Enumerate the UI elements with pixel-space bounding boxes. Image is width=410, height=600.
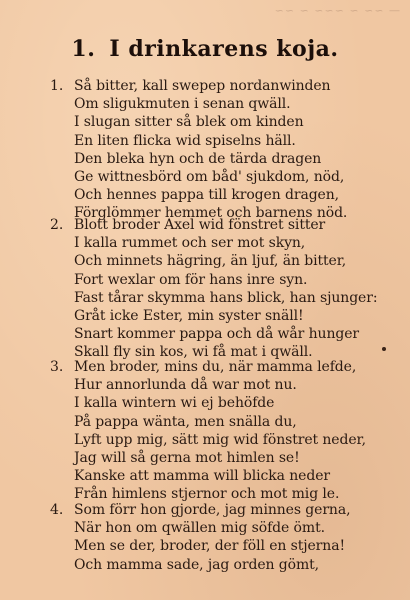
song-title	[0, 36, 410, 62]
stanza-number: 1.	[50, 78, 64, 94]
verse-line: På pappa wänta, men snälla du,	[74, 413, 297, 430]
verse-line: Men broder, mins du, när mamma lefde,	[74, 359, 357, 375]
verse-line: Kanske att mamma will blicka neder	[74, 468, 330, 485]
verse-line: Fort wexlar om för hans inre syn.	[74, 271, 308, 288]
stanza-lines	[74, 358, 404, 504]
verse-line: Men se der, broder, der föll en stjerna!	[74, 538, 345, 555]
verse-line: Fast tårar skymma hans blick, han sjunger:	[74, 289, 378, 306]
verse-line: Förglömmer hemmet och barnens nöd.	[74, 205, 348, 222]
verse-line: Den bleka hyn och de tärda dragen	[74, 150, 322, 167]
song-number: 1.	[71, 36, 96, 62]
verse-line: Jag will så gerna mot himlen se!	[74, 450, 300, 467]
verse-line: I kalla wintern wi ej behöfde	[74, 395, 275, 412]
stanza-number: 4.	[50, 502, 64, 518]
verse-line: Och hennes pappa till krogen dragen,	[74, 187, 340, 204]
song-title-text: I drinkarens koja.	[109, 36, 339, 62]
stanza-lines	[74, 216, 404, 362]
verse-line: Om sligukmuten i senan qwäll.	[74, 96, 291, 113]
verse-line: Och minnets hägring, än ljuf, än bitter,	[74, 253, 347, 270]
stanza-lines	[74, 501, 404, 574]
verse-line: I slugan sitter så blek om kinden	[74, 114, 304, 131]
verse-line: Skall fly sin kos, wi få mat i qwäll.	[74, 344, 313, 361]
verse-line: I kalla rummet och ser mot skyn,	[74, 235, 306, 252]
verse-line: Ge wittnesbörd om båd' sjukdom, nöd,	[74, 169, 345, 186]
stanza-lines	[74, 77, 404, 223]
verse-line: Lyft upp mig, sätt mig wid fönstret neder,	[74, 431, 366, 448]
verse-line: Från himlens stjernor och mot mig le.	[74, 486, 340, 503]
verse-line: Hur annorlunda då war mot nu.	[74, 377, 297, 394]
ink-speck	[382, 347, 386, 351]
bleed-through-text: — ~~ ~ ~~~ ~ ~~	[273, 4, 400, 17]
verse-line: Gråt icke Ester, min syster snäll!	[74, 308, 304, 325]
verse-line: Så bitter, kall swepер nordanwinden	[74, 78, 331, 94]
stanza-number: 2.	[50, 217, 64, 233]
stanza-number: 3.	[50, 359, 64, 375]
verse-line: En liten flicka wid spiselns häll.	[74, 132, 296, 149]
verse-line: När hon om qwällen mig söfde ömt.	[74, 520, 325, 537]
verse-line: Som förr hon gjorde, jag minnes gerna,	[74, 502, 351, 518]
verse-line: Snart kommer pappa och då wår hunger	[74, 326, 359, 343]
verse-line: Blott broder Axel wid fönstret sitter	[74, 217, 326, 233]
verse-line: Och mamma sade, jag orden gömt,	[74, 556, 320, 573]
